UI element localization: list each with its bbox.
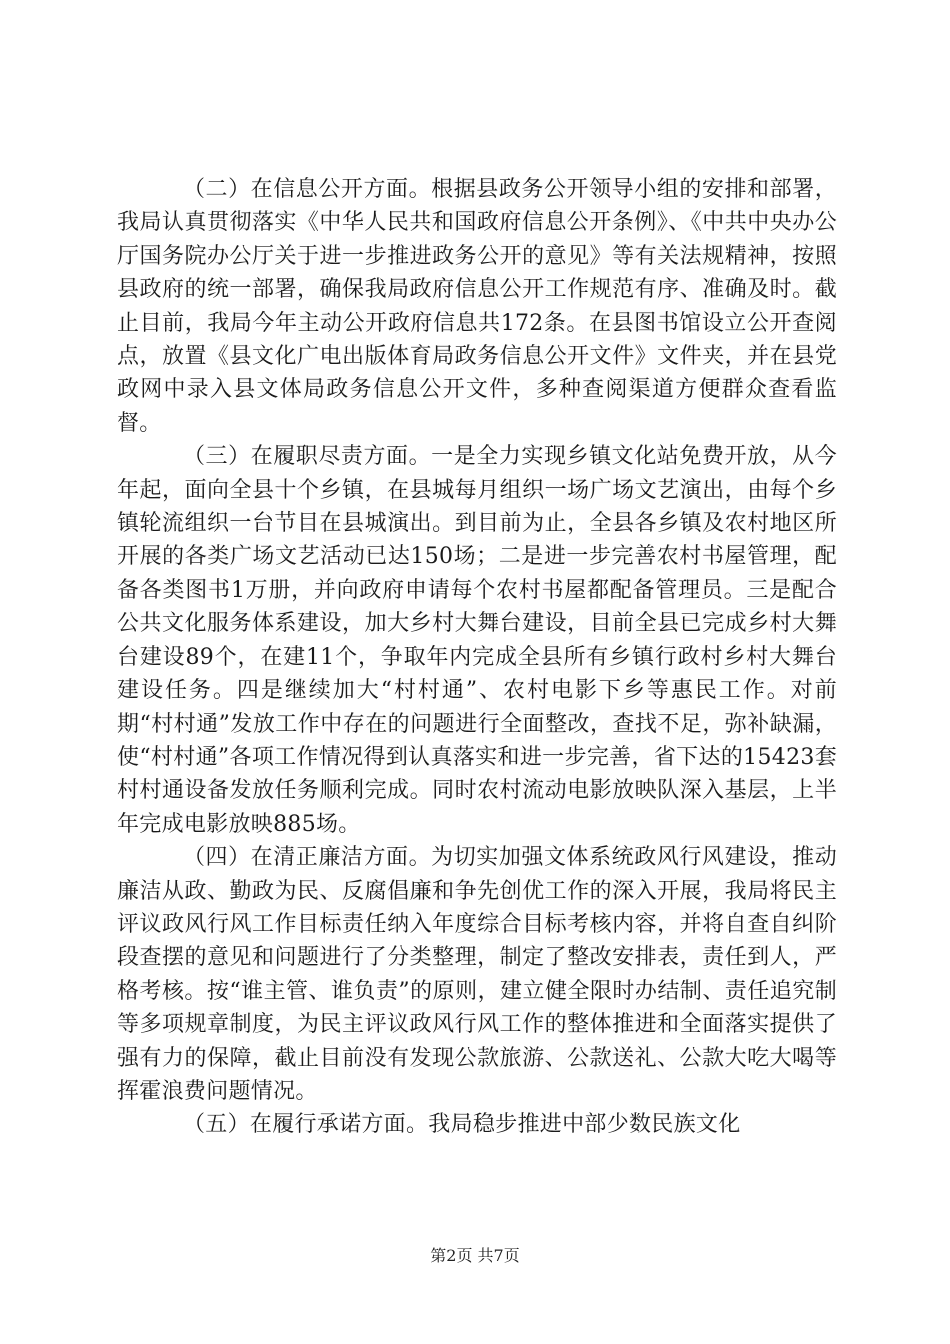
- page-number-footer: 第2页 共7页: [430, 1246, 520, 1265]
- paragraph-info-disclosure: （二）在信息公开方面。根据县政务公开领导小组的安排和部署，我局认真贯彻落实《中华人民共和国政府信息公开条例》、《中共中央办公厅国务院办公厅关于进一步推进政务公开的意见》等有关法规精神，按照县政府的统一部署，确保我局政府信息公开工作规范有序、准确及时。截止目前，我局今年主动公开政府信息共172条。在县图书馆设立公开查阅点，放置《县文化广电出版体育局政务信息公开文件》文件夹，并在县党政网中录入县文体局政务信息公开文件，多种查阅渠道方便群众查看监督。: [117, 177, 837, 436]
- paragraph-duty-performance: （三）在履职尽责方面。一是全力实现乡镇文化站免费开放，从今年起，面向全县十个乡镇，在县城每月组织一场广场文艺演出，由每个乡镇轮流组织一台节目在县城演出。到目前为止，全县各乡镇及农村地区所开展的各类广场文艺活动已达150场；二是进一步完善农村书屋管理，配备各类图书1万册，并向政府申请每个农村书屋都配备管理员。三是配合公共文化服务体系建设，加大乡村大舞台建设，目前全县已完成乡村大舞台建设89个，在建11个，争取年内完成全县所有乡镇行政村乡村大舞台建设任务。四是继续加大“村村通”、农村电影下乡等惠民工作。对前期“村村通”发放工作中存在的问题进行全面整改，查找不足，弥补缺漏，使“村村通”各项工作情况得到认真落实和进一步完善，省下达的15423套村村通设备发放任务顺利完成。同时农村流动电影放映队深入基层，上半年完成电影放映885场。: [117, 444, 837, 837]
- paragraph-integrity: （四）在清正廉洁方面。为切实加强文体系统政风行风建设，推动廉洁从政、勤政为民、反腐倡廉和争先创优工作的深入开展，我局将民主评议政风行风工作目标责任纳入年度综合目标考核内容，并将自查自纠阶段查摆的意见和问题进行了分类整理，制定了整改安排表，责任到人，严格考核。按“谁主管、谁负责”的原则，建立健全限时办结制、责任追究制等多项规章制度，为民主评议政风行风工作的整体推进和全面落实提供了强有力的保障，截止目前没有发现公款旅游、公款送礼、公款大吃大喝等挥霍浪费问题情况。: [117, 845, 837, 1104]
- paragraph-commitments: （五）在履行承诺方面。我局稳步推进中部少数民族文化: [183, 1112, 741, 1138]
- document-body: [117, 173, 837, 1142]
